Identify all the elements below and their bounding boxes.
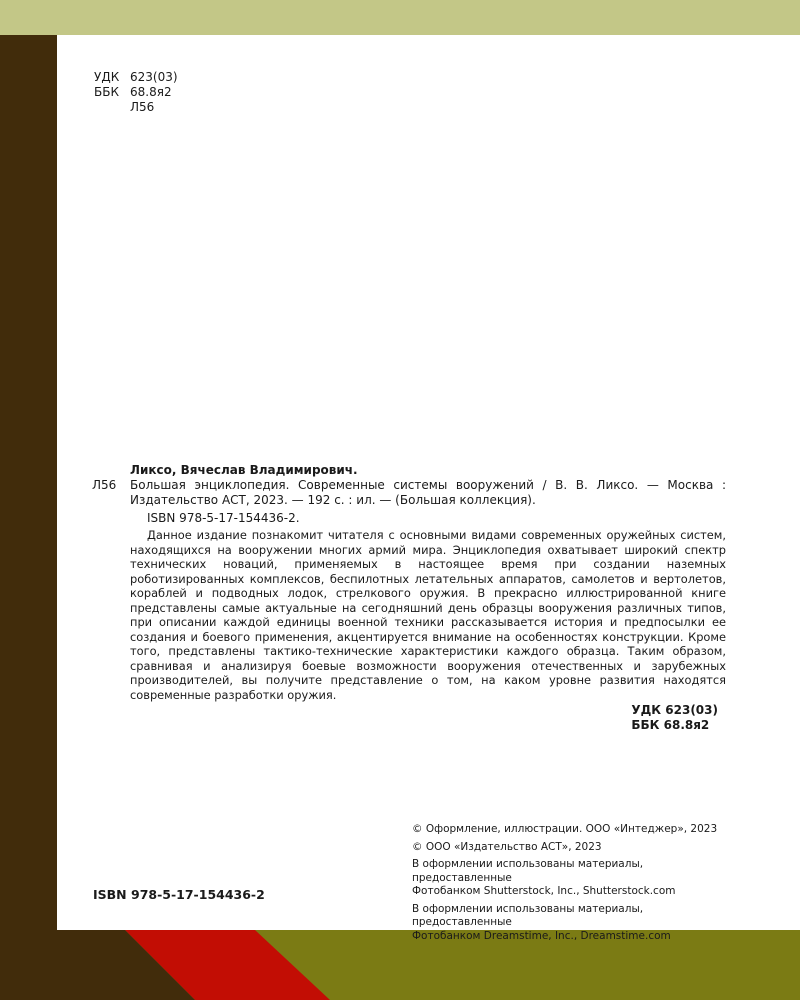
credit-dreamstime-line1: В оформлении использованы материалы, предоставленные [412, 902, 644, 928]
top-color-band [0, 0, 800, 35]
bbk-bold: ББК 68.8я2 [631, 718, 710, 732]
bibliographic-entry [92, 463, 726, 733]
annotation-text: Данное издание познакомит читателя с основными видами современных оружейных систем, находящихся на вооружении многих армий мира. Энциклопедия охватывает широкий спектр технических новаций, применяемых в настоящее время при создании наземных роботизированных комплексов, беспилотных летательных аппаратов, самолетов и вертолетов, кораблей и подводных лодок, стрелкового оружия. В прекрасно иллюстрированной книге представлены самые актуальные на сегодняшний день образцы вооружения различных типов, при описании каждой единицы военной техники рассказывается история и предпосылки ее создания и боевого применения, акцентируется внимание на особенностях конструкции. Кроме того, представлены тактико-технические характеристики каждого образца. Таким образом, сравнивая и анализируя боевые возможности вооружения отечественных и зарубежных производителей, вы получите представление о том, на каком уровне развития находятся современные разработки оружия. [130, 528, 726, 702]
udk-bold: УДК 623(03) [631, 703, 718, 717]
copyright-design: © Оформление, иллюстрации. ООО «Интеджер», 2023 [412, 823, 718, 835]
entry-author-mark: Л56 [92, 478, 117, 492]
copyright-publisher: © ООО «Издательство АСТ», 2023 [412, 840, 602, 853]
credit-shutterstock-line1: В оформлении использованы материалы, предоставленные [412, 858, 644, 884]
copyright-block [412, 823, 742, 943]
udk-label: УДК [94, 70, 120, 84]
left-color-band [0, 35, 57, 1000]
classification-block [94, 70, 178, 115]
udk-value: 623(03) [130, 70, 178, 84]
bbk-value: 68.8я2 [130, 85, 172, 99]
entry-isbn: ISBN 978-5-17-154436-2. [147, 511, 300, 525]
credit-shutterstock-line2: Фотобанком Shutterstock, Inc., Shutterstock.com [412, 885, 676, 897]
isbn-bottom: ISBN 978-5-17-154436-2 [93, 887, 265, 902]
bib-description-line2: Издательство АСТ, 2023. — 192 с. : ил. — (Большая коллекция). [130, 493, 536, 507]
author-name: Ликсо, Вячеслав Владимирович. [130, 463, 358, 477]
bib-description-line1: Большая энциклопедия. Современные системы вооружений / В. В. Ликсо. — Москва : [130, 478, 726, 492]
bbk-label: ББК [94, 85, 119, 99]
udk-bbk-summary [130, 703, 726, 733]
credit-dreamstime-line2: Фотобанком Dreamstime, Inc., Dreamstime.com [412, 929, 671, 942]
author-mark: Л56 [130, 100, 155, 114]
